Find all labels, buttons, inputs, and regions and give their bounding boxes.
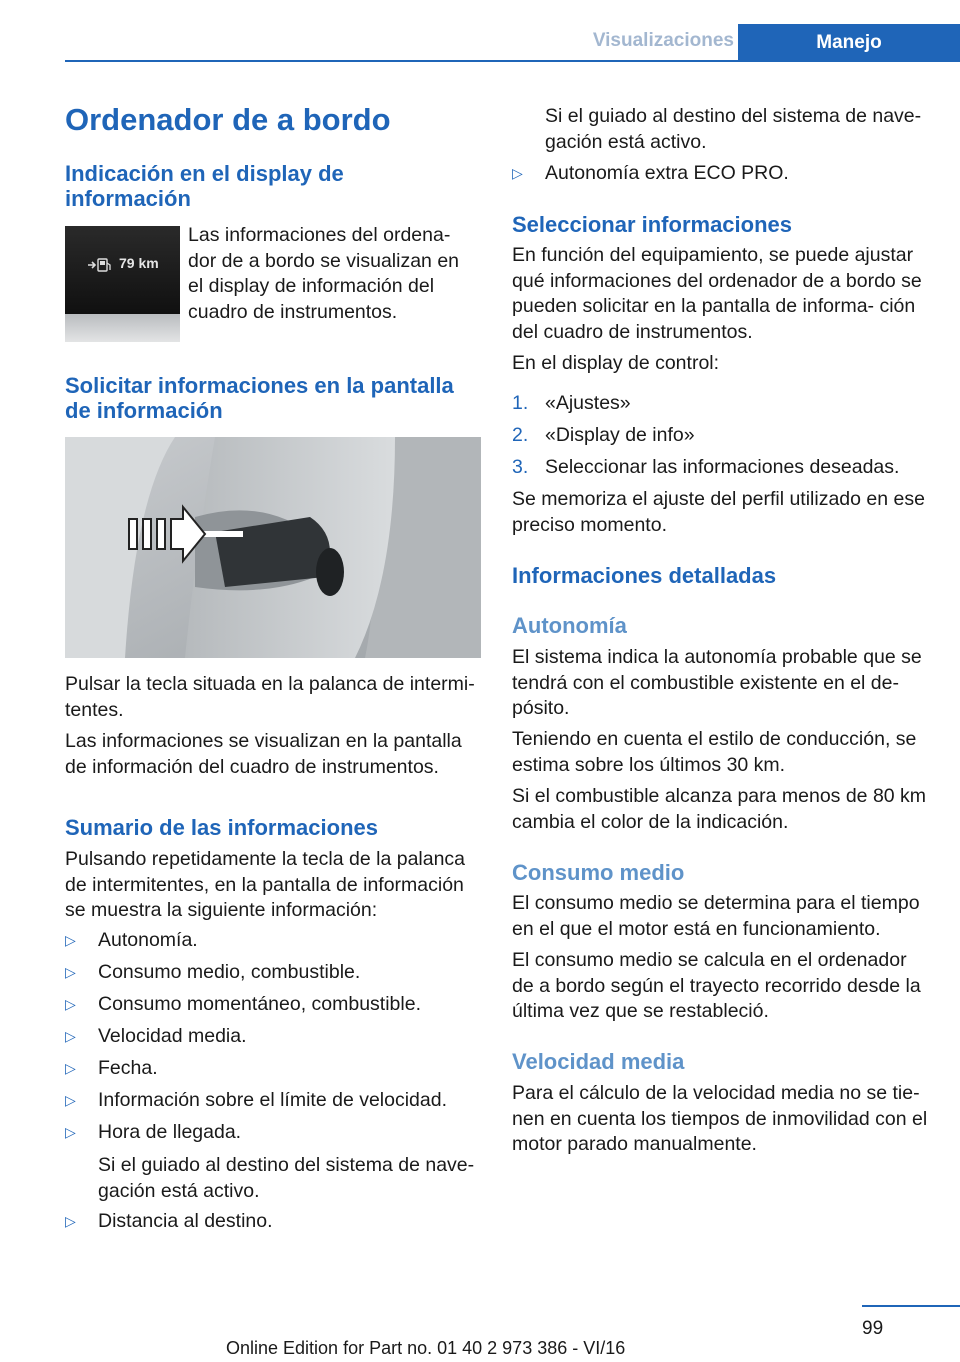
heading-solicitar: Solicitar informaciones en la pantalla de información [65,373,454,423]
bullet-triangle-icon: ▷ [65,996,76,1012]
bullet-triangle-icon: ▷ [65,1124,76,1140]
section-tab: Visualizaciones [592,30,734,51]
heading-velocidad: Velocidad media [512,1049,685,1074]
display-line-4: cuadro de instrumentos. [188,300,398,323]
paragraph-autonomia-3: Si el combustible alcanza para menos de 80 km cambia el color de la indicación. [512,785,927,833]
list-item-text: Autonomía extra ECO PRO. [545,162,789,184]
bullet-triangle-icon: ▷ [65,1060,76,1076]
header-rule [65,60,960,62]
step-number: 2. [512,424,529,446]
bullet-triangle-icon: ▷ [65,932,76,948]
list-item-text: Velocidad media. [98,1025,247,1047]
paragraph-seleccionar: En función del equipamiento, se puede ajustar qué informaciones del ordenador de a bordo se pueden solicitar en la pantalla de informa‐ ción del cuadro de instrumentos. [512,244,922,343]
heading-seleccionar: Seleccionar informaciones [512,212,792,237]
bullet-triangle-icon: ▷ [65,1028,76,1044]
page-number: 99 [862,1318,884,1339]
list-item-text: Autonomía. [98,929,198,951]
paragraph-display-control: En el display de control: [512,352,720,374]
step-text: Seleccionar las informaciones deseadas. [545,456,900,478]
step-text: «Ajustes» [545,392,631,414]
list-item-note: Si el guiado al destino del sistema de nave‐ gación está activo. [98,1154,475,1202]
display-line-2: dor de a bordo se visualizan en [188,249,460,272]
heading-autonomia: Autonomía [512,613,627,638]
paragraph-consumo-1: El consumo medio se determina para el tiempo en el que el motor está en funcionamiento. [512,892,920,940]
bullet-triangle-icon: ▷ [65,1092,76,1108]
chapter-tab: Manejo [738,24,960,62]
fuel-range-icon [87,257,113,273]
step-text: «Display de info» [545,424,695,446]
paragraph-visualizan: Las informaciones se visualizan en la pantalla de información del cuadro de instrumentos. [65,730,462,778]
display-screen [65,226,180,314]
paragraph-sumario: Pulsando repetidamente la tecla de la palanca de intermitentes, en la pantalla de información se muestra la siguiente información: [65,848,466,921]
list-item-text: Consumo medio, combustible. [98,961,361,983]
bullet-triangle-icon: ▷ [512,165,523,181]
display-line-1: Las informaciones del ordena‐ [188,224,451,246]
list-item-text: Consumo momentáneo, combustible. [98,993,421,1015]
display-range-value: 79 km [119,255,159,271]
page-header [65,24,960,62]
display-frame [65,314,180,342]
list-item-text: Hora de llegada. [98,1121,242,1143]
paragraph-autonomia-2: Teniendo en cuenta el estilo de conducción, se estima sobre los últimos 30 km. [512,728,917,776]
paragraph-pulsar: Pulsar la tecla situada en la palanca de intermi‐ tentes. [65,673,475,721]
heading-sumario: Sumario de las informaciones [65,815,378,840]
heading-detalladas: Informaciones detalladas [512,563,777,588]
list-item-note-continued: Si el guiado al destino del sistema de nave‐ gación está activo. [545,105,922,153]
edition-note: Online Edition for Part no. 01 40 2 973 386 - VI/16 [226,1338,626,1358]
display-image [65,226,180,342]
paragraph-velocidad: Para el cálculo de la velocidad media no se tie‐ nen en cuenta los tiempos de inmovilidad con el motor parado manualmente. [512,1082,928,1155]
paragraph-memoriza: Se memoriza el ajuste del perfil utilizado en ese preciso momento. [512,488,925,536]
display-line-3: el display de información del [188,275,435,297]
list-item-text: Distancia al destino. [98,1210,273,1232]
step-number: 1. [512,392,529,414]
list-item-text: Fecha. [98,1057,158,1079]
bullet-triangle-icon: ▷ [65,1213,76,1229]
paragraph-autonomia-1: El sistema indica la autonomía probable que se tendrá con el combustible existente en el de‐ pósito. [512,646,922,719]
turn-signal-lever-illustration [65,437,481,658]
paragraph-consumo-2: El consumo medio se calcula en el ordenador de a bordo según el trayecto recorrido desde la última vez que se restableció. [512,949,921,1022]
list-item-text: Información sobre el límite de velocidad. [98,1089,448,1111]
footer-rule [862,1305,960,1307]
step-number: 3. [512,456,529,478]
heading-display-info: Indicación en el display de información [65,161,344,211]
page-title: Ordenador de a bordo [65,102,391,137]
heading-consumo: Consumo medio [512,860,685,885]
bullet-triangle-icon: ▷ [65,964,76,980]
